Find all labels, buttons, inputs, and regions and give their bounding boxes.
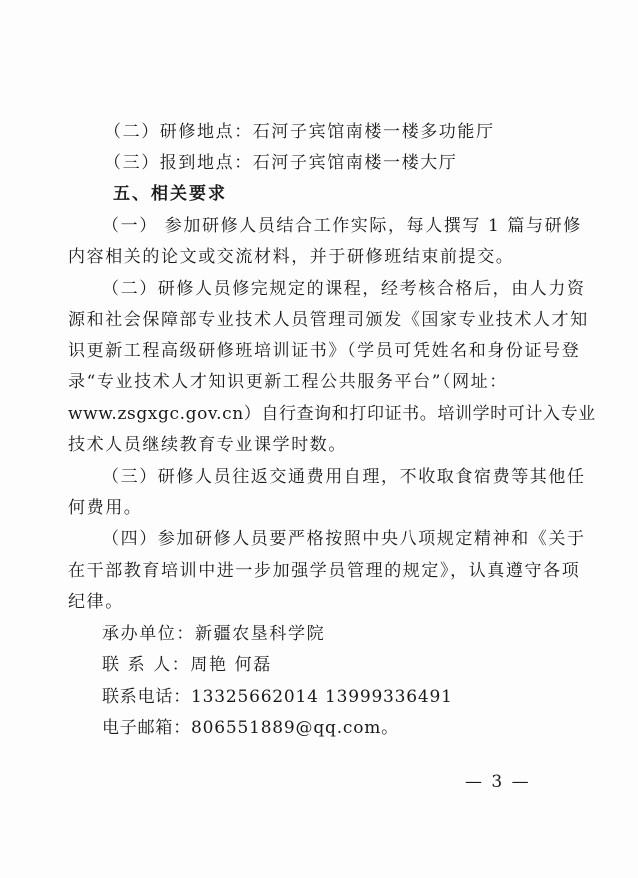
page-number: — 3 — <box>465 772 531 792</box>
requirement-3-line-2: 何费用。 <box>68 498 143 518</box>
registration-location-line: （三）报到地点：石河子宾馆南楼一楼大厅 <box>104 153 458 173</box>
requirement-1-line-1: （一） 参加研修人员结合工作实际，每人撰写 1 篇与研修 <box>102 216 582 236</box>
organizer-line: 承办单位：新疆农垦科学院 <box>102 624 326 644</box>
contact-person-line: 联 系 人：周艳 何磊 <box>102 655 272 675</box>
contact-email-line: 电子邮箱：806551889@qq.com。 <box>102 718 399 738</box>
requirement-3-line-1: （三）研修人员往返交通费用自理，不收取食宿费等其他任 <box>102 467 586 487</box>
requirement-2-line-5: www.zsgxgc.gov.cn）自行查询和打印证书。培训学时可计入专业 <box>68 404 596 424</box>
requirement-2-line-3: 识更新工程高级研修班培训证书》（学员可凭姓名和身份证号登 <box>68 341 581 361</box>
requirement-4-line-1: （四）参加研修人员要严格按照中央八项规定精神和《关于 <box>102 529 586 549</box>
requirement-2-line-4: 录“专业技术人才知识更新工程公共服务平台”（网址： <box>68 372 508 392</box>
requirement-2-line-2: 源和社会保障部专业技术人员管理司颁发《国家专业技术人才知 <box>68 310 589 330</box>
requirement-4-line-2: 在干部教育培训中进一步加强学员管理的规定》，认真遵守各项 <box>68 561 581 581</box>
requirement-1-line-2: 内容相关的论文或交流材料，并于研修班结束前提交。 <box>68 247 515 267</box>
section-5-heading: 五、相关要求 <box>113 184 227 204</box>
requirement-4-line-3: 纪律。 <box>68 592 124 612</box>
contact-phone-line: 联系电话：13325662014 13999336491 <box>102 687 453 707</box>
requirement-2-line-1: （二）研修人员修完规定的课程，经考核合格后，由人力资 <box>102 279 586 299</box>
requirement-2-line-6: 技术人员继续教育专业课学时数。 <box>68 435 347 455</box>
study-location-line: （二）研修地点：石河子宾馆南楼一楼多功能厅 <box>104 122 495 142</box>
